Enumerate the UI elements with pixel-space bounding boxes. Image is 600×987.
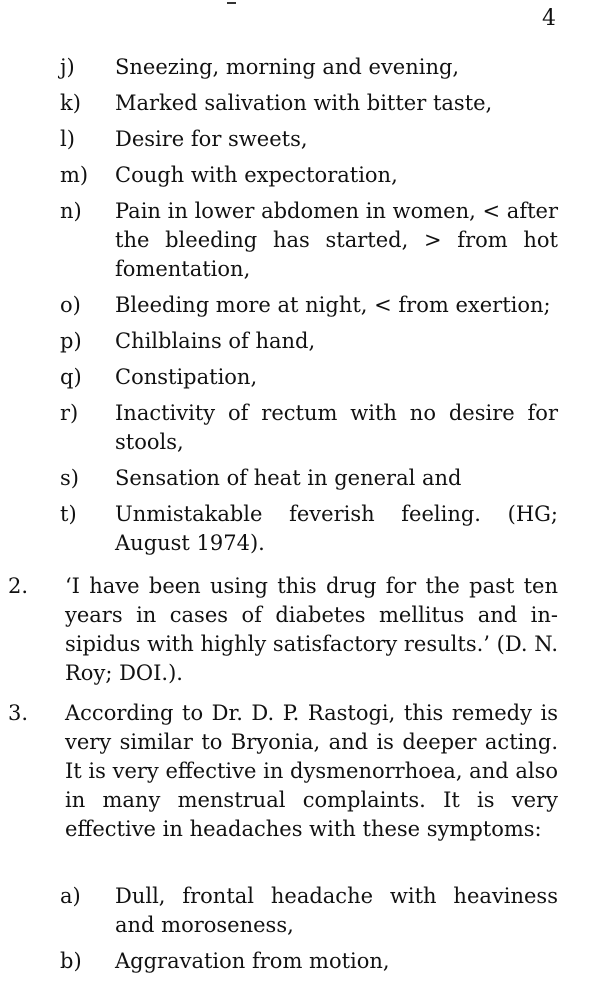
list-item-text: Dull, frontal headache with heaviness and moroseness, — [115, 884, 558, 937]
numbered-item-3 — [8, 699, 558, 844]
sub-list-j-to-t — [60, 53, 558, 565]
list-item — [60, 882, 558, 940]
list-item-label: p) — [60, 329, 82, 353]
list-item-text: Sensation of heat in general and — [115, 466, 462, 490]
list-item-label: q) — [60, 365, 82, 389]
stray-mark — [227, 2, 236, 4]
list-item-text: Desire for sweets, — [115, 127, 308, 151]
list-item-text: Constipation, — [115, 365, 258, 389]
numbered-item-label: 3. — [8, 701, 29, 725]
list-item-text: Unmistakable feverish feeling. (HG; August 1974). — [115, 502, 558, 555]
list-item-label: s) — [60, 466, 79, 490]
list-item-text: Aggravation from motion, — [115, 949, 390, 973]
list-item — [60, 363, 558, 392]
list-item-label: m) — [60, 163, 89, 187]
sub-list-a-to-b — [60, 882, 558, 983]
list-item-label: a) — [60, 884, 81, 908]
list-item-label: k) — [60, 91, 81, 115]
numbered-item-text: According to Dr. D. P. Rastogi, this remedy is very similar to Bryonia, and is deeper acting. It is very effective in dysmenorrhoea, and also in many menstrual complaints. It is very effective in headaches with these symptoms: — [65, 701, 558, 841]
list-item — [60, 291, 558, 320]
list-item-label: n) — [60, 199, 82, 223]
list-item — [60, 89, 558, 118]
list-item-label: b) — [60, 949, 82, 973]
page-number: 4 — [542, 6, 556, 31]
list-item-text: Chilblains of hand, — [115, 329, 316, 353]
list-item-text: Marked salivation with bitter taste, — [115, 91, 493, 115]
list-item-label: r) — [60, 401, 79, 425]
list-item — [60, 125, 558, 154]
list-item-label: o) — [60, 293, 81, 317]
numbered-item-text: ‘I have been using this drug for the past ten years in cases of diabetes mellitus and insipidus with highly satisfactory results.’ (D. N. Roy; DOI.). — [65, 574, 558, 685]
list-item-label: t) — [60, 502, 77, 526]
list-item-text: Pain in lower abdomen in women, < after the bleeding has started, > from hot fomentation, — [115, 199, 558, 281]
list-item — [60, 161, 558, 190]
list-item-text: Inactivity of rectum with no desire for stools, — [115, 401, 558, 454]
numbered-item-label: 2. — [8, 574, 29, 598]
list-item — [60, 500, 558, 558]
numbered-item-2 — [8, 572, 558, 688]
list-item-text: Bleeding more at night, < from exertion; — [115, 293, 551, 317]
list-item — [60, 53, 558, 82]
list-item — [60, 947, 558, 976]
list-item — [60, 464, 558, 493]
list-item — [60, 197, 558, 284]
list-item — [60, 327, 558, 356]
list-item-label: l) — [60, 127, 75, 151]
list-item-label: j) — [60, 55, 75, 79]
list-item-text: Sneezing, morning and evening, — [115, 55, 460, 79]
list-item-text: Cough with expectoration, — [115, 163, 398, 187]
list-item — [60, 399, 558, 457]
